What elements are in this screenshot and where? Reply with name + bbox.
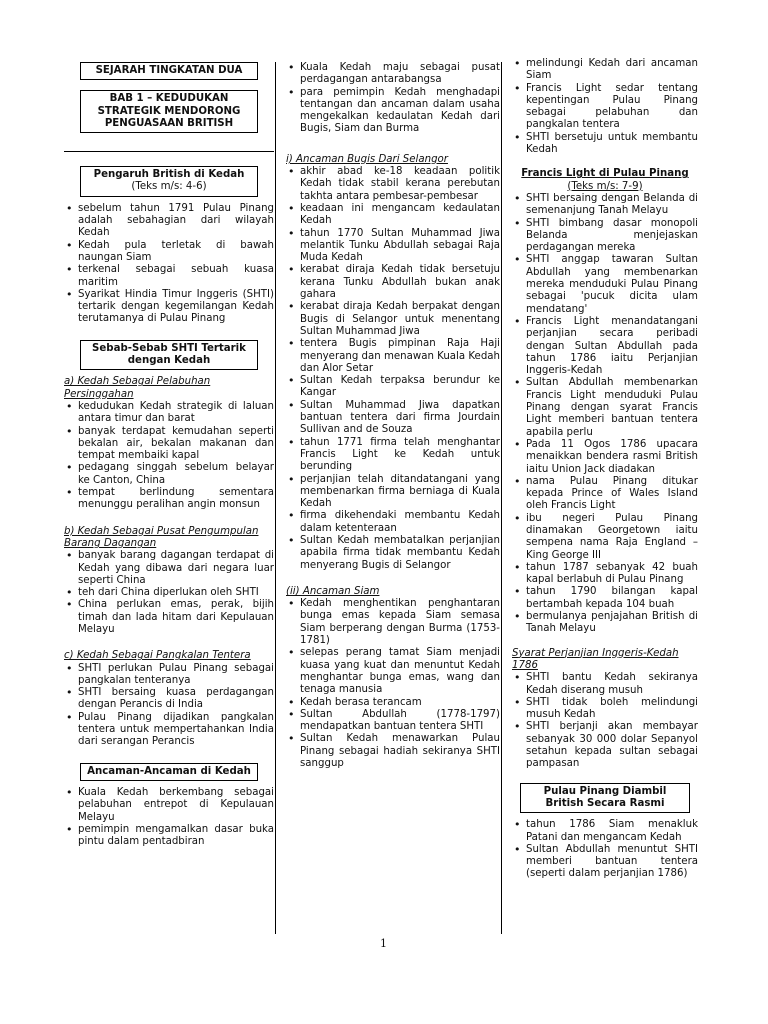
list-item: • China perlukan emas, perak, bijih timah dan lada hitam dari Kepulauan Melayu: [64, 599, 274, 636]
list-item: • SHTI bersaing dengan Belanda di semenanjung Tanah Melayu: [512, 193, 698, 218]
list-item: • keadaan ini mengancam kedaulatan Kedah: [286, 203, 500, 228]
list-item: • SHTI bersetuju untuk membantu Kedah: [512, 132, 698, 157]
list-item: • Kedah menghentikan penghantaran bunga emas kepada Siam semasa Siam berperang dengan Burma (1753-1781): [286, 598, 500, 647]
list-item: • Sultan Abdullah membenarkan Francis Light menduduki Pulau Pinang dengan syarat Francis Light memberi bantuan tentera apabila perlu: [512, 377, 698, 438]
list-item: • terkenal sebagai sebuah kuasa maritim: [64, 264, 274, 289]
list-item: • tahun 1790 bilangan kapal bertambah kepada 104 buah: [512, 586, 698, 611]
list-item: • tahun 1771 firma telah menghantar Francis Light ke Kedah untuk berunding: [286, 437, 500, 474]
bullet-list: [512, 193, 698, 636]
list-item: • SHTI bimbang dasar monopoli Belanda menjejaskan perdagangan mereka: [512, 218, 698, 255]
list-item: • Francis Light menandatangani perjanjian secara peribadi dengan Sultan Abdullah pada tahun 1786 iaitu Perjanjian Inggeris-Kedah: [512, 316, 698, 377]
bullet-list: [64, 550, 274, 636]
list-item: • Sultan Muhammad Jiwa dapatkan bantuan tentera dari firma Jourdain Sullivan and de Souza: [286, 400, 500, 437]
list-item: • Syarikat Hindia Timur Inggeris (SHTI) tertarik dengan kegemilangan Kedah terutamanya di Pulau Pinang: [64, 289, 274, 326]
list-item: • ibu negeri Pulau Pinang dinamakan Georgetown iaitu sempena nama Raja England – King George III: [512, 513, 698, 562]
list-item: • Pada 11 Ogos 1786 upacara menaikkan bendera rasmi British iaitu Union Jack diadakan: [512, 439, 698, 476]
list-item: • SHTI perlukan Pulau Pinang sebagai pangkalan tenteranya: [64, 663, 274, 688]
subheading-ii: (ii) Ancaman Siam: [286, 585, 380, 597]
section-title: Pengaruh British di Kedah: [93, 169, 245, 181]
document-title: SEJARAH TINGKATAN DUA: [80, 62, 258, 80]
list-item: • pemimpin mengamalkan dasar buka pintu dalam pentadbiran: [64, 824, 274, 849]
list-item: • sebelum tahun 1791 Pulau Pinang adalah sebahagian dari wilayah Kedah: [64, 203, 274, 240]
list-item: • Sultan Kedah terpaksa berundur ke Kangar: [286, 375, 500, 400]
list-item: • tahun 1787 sebanyak 42 buah kapal berlabuh di Pulau Pinang: [512, 562, 698, 587]
bullet-list: [64, 203, 274, 326]
list-item: • Kuala Kedah berkembang sebagai pelabuhan entrepot di Kepulauan Melayu: [64, 787, 274, 824]
bullet-list: [286, 62, 500, 136]
list-item: • bermulanya penjajahan British di Tanah Melayu: [512, 611, 698, 636]
list-item: • Francis Light sedar tentang kepentingan Pulau Pinang sebagai pelabuhan dan pangkalan tentera: [512, 83, 698, 132]
bullet-list: [512, 58, 698, 156]
list-item: • Kedah berasa terancam: [286, 697, 500, 709]
list-item: • Kedah pula terletak di bawah naungan Siam: [64, 240, 274, 265]
list-item: • Pulau Pinang dijadikan pangkalan tentera untuk mempertahankan India dari serangan Perancis: [64, 712, 274, 749]
list-item: • Sultan Abdullah menuntut SHTI memberi bantuan tentera (seperti dalam perjanjian 1786): [512, 844, 698, 881]
list-item: • kerabat diraja Kedah berpakat dengan Bugis di Selangor untuk menentang Sultan Muhammad Jiwa: [286, 301, 500, 338]
text-reference: (Teks m/s: 4-6): [131, 181, 207, 193]
list-item: • banyak terdapat kemudahan seperti bekalan air, bekalan makanan dan tempat membaiki kapal: [64, 426, 274, 463]
list-item: • SHTI anggap tawaran Sultan Abdullah yang membenarkan mereka menduduki Pulau Pinang sebagai 'pucuk dicita ulam mendatang': [512, 254, 698, 315]
list-item: • selepas perang tamat Siam menjadi kuasa yang kuat dan menuntut Kedah menghantar bunga emas, wang dan tenaga manusia: [286, 647, 500, 696]
column-divider: [501, 62, 502, 934]
list-item: • pedagang singgah sebelum belayar ke Canton, China: [64, 462, 274, 487]
subheading-c: c) Kedah Sebagai Pangkalan Tentera: [64, 650, 251, 662]
chapter-title: BAB 1 – KEDUDUKAN STRATEGIK MENDORONG PENGUASAAN BRITISH: [80, 90, 258, 133]
list-item: • tahun 1786 Siam menakluk Patani dan mengancam Kedah: [512, 819, 698, 844]
bullet-list: [64, 787, 274, 848]
bullet-list: [512, 672, 698, 770]
list-item: • SHTI berjanji akan membayar sebanyak 30 000 dolar Sepanyol setahun kepada sultan sebagai pampasan: [512, 721, 698, 770]
list-item: • kerabat diraja Kedah tidak bersetuju kerana Tunku Abdullah bukan anak gahara: [286, 264, 500, 301]
bullet-list: [286, 598, 500, 770]
bullet-list: [286, 166, 500, 572]
text-reference: (Teks m/s: 7-9): [567, 180, 643, 192]
list-item: • perjanjian telah ditandatangani yang membenarkan firma berniaga di Kuala Kedah: [286, 474, 500, 511]
list-item: • akhir abad ke-18 keadaan politik Kedah tidak stabil kerana perebutan takhta antara pembesar-pembesar: [286, 166, 500, 203]
list-item: • tentera Bugis pimpinan Raja Haji menyerang dan menawan Kuala Kedah dan Alor Setar: [286, 338, 500, 375]
subheading-a: a) Kedah Sebagai Pelabuhan Persinggahan: [64, 376, 211, 400]
subheading-i: i) Ancaman Bugis Dari Selangor: [286, 153, 448, 165]
section-box-sebab: Sebab-Sebab SHTI Tertarik dengan Kedah: [80, 340, 258, 371]
section-box-pulau-pinang: Pulau Pinang Diambil British Secara Rasmi: [520, 783, 690, 814]
list-item: • SHTI bersaing kuasa perdagangan dengan Perancis di India: [64, 687, 274, 712]
column-1: [64, 62, 274, 848]
section-box-pengaruh: [80, 166, 258, 197]
list-item: • kedudukan Kedah strategik di laluan antara timur dan barat: [64, 401, 274, 426]
list-item: • tahun 1770 Sultan Muhammad Jiwa melantik Tunku Abdullah sebagai Raja Muda Kedah: [286, 228, 500, 265]
bullet-list: [512, 819, 698, 880]
subheading-syarat: Syarat Perjanjian Inggeris-Kedah 1786: [512, 647, 679, 671]
list-item: • banyak barang dagangan terdapat di Kedah yang dibawa dari negara luar seperti China: [64, 550, 274, 587]
divider: [64, 151, 274, 152]
list-item: • SHTI tidak boleh melindungi musuh Kedah: [512, 697, 698, 722]
list-item: • para pemimpin Kedah menghadapi tentangan dan ancaman dalam usaha mengekalkan kedaulatan Kedah dari Bugis, Siam dan Burma: [286, 87, 500, 136]
subheading-b: b) Kedah Sebagai Pusat Pengumpulan Barang Dagangan: [64, 525, 259, 549]
list-item: • Sultan Abdullah (1778-1797) mendapatkan bantuan tentera SHTI: [286, 709, 500, 734]
list-item: • nama Pulau Pinang ditukar kepada Prince of Wales Island oleh Francis Light: [512, 476, 698, 513]
column-2: [286, 62, 500, 770]
section-box-ancaman: Ancaman-Ancaman di Kedah: [80, 763, 258, 781]
list-item: • firma dikehendaki membantu Kedah dalam ketenteraan: [286, 510, 500, 535]
list-item: • Sultan Kedah menawarkan Pulau Pinang sebagai hadiah sekiranya SHTI sanggup: [286, 733, 500, 770]
list-item: • melindungi Kedah dari ancaman Siam: [512, 58, 698, 83]
page-number: 1: [380, 937, 387, 950]
list-item: • teh dari China diperlukan oleh SHTI: [64, 587, 274, 599]
column-divider: [275, 62, 276, 934]
column-3: [512, 58, 698, 881]
bullet-list: [64, 663, 274, 749]
heading-francis-light: Francis Light di Pulau Pinang: [521, 168, 689, 180]
list-item: • tempat berlindung sementara menunggu peralihan angin monsun: [64, 487, 274, 512]
list-item: • Sultan Kedah membatalkan perjanjian apabila firma tidak membantu Kedah menyerang Bugis di Selangor: [286, 535, 500, 572]
list-item: • SHTI bantu Kedah sekiranya Kedah diserang musuh: [512, 672, 698, 697]
list-item: • Kuala Kedah maju sebagai pusat perdagangan antarabangsa: [286, 62, 500, 87]
bullet-list: [64, 401, 274, 512]
